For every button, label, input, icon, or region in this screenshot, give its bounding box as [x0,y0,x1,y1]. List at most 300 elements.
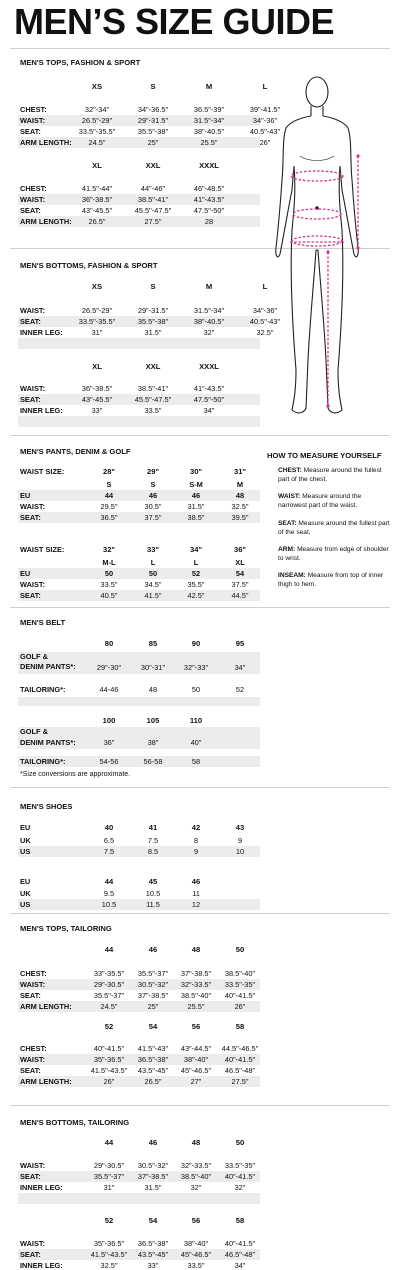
table-header-label: WAIST SIZE: [20,545,65,554]
table-cell: 38"-40.5" [193,317,225,326]
section-title-pants: MEN'S PANTS, DENIM & GOLF [20,447,131,456]
table-cell: 29"-30" [96,663,122,672]
table-cell: 32" [203,328,215,337]
row-label: UK [20,836,31,845]
table-cell: 12 [191,900,201,909]
row-label: SEAT: [20,591,41,600]
table-row [18,1160,260,1171]
row-label: US [20,847,31,856]
howto-item [278,571,390,589]
table-cell: 34"-36" [252,116,278,125]
table-cell: 33" [147,1261,159,1270]
table-cell: 38"-40" [183,1055,209,1064]
table-cell: 26.5"-29" [81,116,113,125]
belt-pants-label: DENIM PANTS*: [20,662,76,671]
table-cell: 34.5" [144,580,162,589]
table-cell: 40"-41.5" [224,1172,256,1181]
table-row [18,1182,260,1193]
table-cell: 46 [191,491,201,500]
table-header-label: EU [20,823,31,832]
table-cell: 54 [235,569,245,578]
belt-pants-label: GOLF & [20,652,48,661]
table-cell: 33"-35.5" [93,969,125,978]
belt-size-header: 110 [189,716,203,725]
howto-item [278,519,390,537]
size-column-header: 58 [235,1216,245,1225]
size-column-header: 30" [189,467,203,476]
table-cell: 36.5"-39" [193,105,225,114]
size-column-header: 28" [102,467,116,476]
table-cell: 11.5 [146,900,160,909]
row-label: INNER LEG: [20,1261,63,1270]
row-label: ARM LENGTH: [20,1077,72,1086]
table-cell: 33.5"-35.5" [78,127,116,136]
howto-item [278,466,390,484]
table-cell: 35.5"-37" [137,969,169,978]
table-cell: 30.5"-32" [137,980,169,989]
size-column-header: 54 [148,1216,158,1225]
table-cell: 31.5" [144,328,162,337]
table-cell: 33.5" [144,406,162,415]
row-label: WAIST: [20,116,46,125]
table-cell: S [106,480,112,489]
table-cell: 26.5" [88,217,106,226]
table-cell: 37"-38.5" [180,969,212,978]
table-cell: 32.5" [100,1261,118,1270]
row-label: SEAT: [20,127,41,136]
table-cell: 11 [192,889,200,898]
table-row [18,205,260,216]
table-cell: 47.5"-50" [193,206,225,215]
row-label: EU [20,569,31,578]
table-cell: 34"-36.5" [137,105,169,114]
table-cell: 32"-33" [183,663,209,672]
table-cell: 44.5" [231,591,249,600]
table-cell: 34" [234,1261,246,1270]
table-row [18,104,281,115]
howto-term: ARM: [278,546,296,553]
size-column-header: 58 [235,1022,245,1031]
table-cell: 41.5" [144,591,162,600]
table-cell: 41"-43.5" [193,195,225,204]
table-cell: 10.5 [101,900,117,909]
table-row [18,590,260,601]
size-column-header: 34" [189,545,203,554]
table-row [18,394,260,405]
size-column-header: 48 [191,945,201,954]
table-cell: L [150,558,156,567]
table-cell: 27" [190,1077,202,1086]
size-column-header: XXXL [199,362,219,371]
table-row [18,579,260,590]
table-cell: 40"-41.5" [224,1239,256,1248]
table-cell: 32" [190,1183,202,1192]
table-cell: 41"-43.5" [193,384,225,393]
table-cell: 34"-36" [252,306,278,315]
table-cell: 10.5 [145,889,161,898]
table-row [18,305,278,316]
howto-title: HOW TO MEASURE YOURSELF [267,451,382,460]
row-label: UK [20,889,31,898]
table-row [18,512,260,523]
size-column-header: 33" [146,545,160,554]
table-row [18,338,260,349]
table-cell: 43"-45.5" [81,206,113,215]
table-cell: 26" [259,138,271,147]
table-cell: 8 [193,836,199,845]
row-label: INNER LEG: [20,1183,63,1192]
table-cell: 34" [203,406,215,415]
table-cell: 25.5" [187,1002,205,1011]
table-cell: 44"-46" [140,184,166,193]
table-cell: 40.5" [100,591,118,600]
row-label: WAIST: [20,580,46,589]
table-cell: 38"-40.5" [193,127,225,136]
table-cell: 35.5" [187,580,205,589]
table-row [18,1260,260,1270]
table-cell: 29.5" [100,502,118,511]
table-cell: 40.5"-43" [249,127,281,136]
size-column-header: 52 [104,1216,114,1225]
size-column-header: 46 [191,877,201,886]
table-cell: 33.5"-35" [224,980,256,989]
belt-footnote: *Size conversions are approximate. [20,771,131,778]
table-cell: 34" [234,663,246,672]
belt-size-header: 90 [191,639,201,648]
table-cell: 50 [148,569,158,578]
belt-size-header: 95 [235,639,245,648]
table-cell: 33.5" [187,1261,205,1270]
table-cell: 8.5 [147,847,159,856]
table-row [18,835,260,846]
table-row [18,557,260,568]
table-cell: 40"-41.5" [224,991,256,1000]
table-cell: 10 [235,847,245,856]
size-column-header: XXL [145,161,161,170]
size-column-header: 36" [233,545,247,554]
size-column-header: XXL [145,362,161,371]
size-column-header: 44 [104,1138,114,1147]
table-cell: 36"-38.5" [81,384,113,393]
table-cell: 37"-38.5" [137,991,169,1000]
table-row [18,1001,260,1012]
table-cell: 42.5" [187,591,205,600]
belt-pants-label: GOLF & [20,727,48,736]
table-cell: 45"-46.5" [180,1250,212,1259]
table-cell: 40.5"-43" [249,317,281,326]
table-cell: 30"-31" [140,663,166,672]
size-column-header: L [262,282,268,291]
row-label: CHEST: [20,1044,47,1053]
table-cell: 43.5"-45" [137,1250,169,1259]
belt-size-header: 80 [104,639,114,648]
size-column-header: M [205,82,213,91]
table-cell: 35.5"-38" [137,127,169,136]
howto-text: Measure around the fullest part of the chest. [278,467,382,483]
table-cell: 25" [147,138,159,147]
table-cell: 46.5"-48" [224,1250,256,1259]
table-cell: 7.5 [147,836,159,845]
table-row [18,1076,260,1087]
table-cell: S [150,480,156,489]
table-cell: 33" [91,406,103,415]
table-cell: 56-58 [143,757,163,766]
table-row [18,1238,260,1249]
table-cell: M-L [102,558,116,567]
table-row [18,990,260,1001]
table-cell: 26.5" [144,1077,162,1086]
table-cell: XL [235,558,245,567]
table-cell: 30.5"-32" [137,1161,169,1170]
howto-item [278,545,390,563]
table-cell: 37.5" [231,580,249,589]
row-label: WAIST: [20,195,46,204]
table-cell: 50 [104,569,114,578]
table-cell: 9 [193,847,199,856]
table-row [18,137,271,148]
body-silhouette-icon [270,70,380,422]
table-row [18,1249,260,1260]
table-cell: 35.5"-38" [137,317,169,326]
table-cell: 38" [147,738,159,747]
table-cell: L [193,558,199,567]
size-column-header: S [150,82,156,91]
table-row [18,888,260,899]
table-cell: 6.5 [103,836,115,845]
size-column-header: L [262,82,268,91]
size-column-header: 56 [191,1022,201,1031]
row-label: ARM LENGTH: [20,217,72,226]
table-cell: 43"-45.5" [81,395,113,404]
table-row [18,405,260,416]
table-cell: 35.5"-37" [93,991,125,1000]
table-cell: 45.5"-47.5" [134,206,172,215]
row-label: WAIST: [20,306,46,315]
table-row [18,416,260,427]
size-column-header: XL [92,362,102,371]
howto-text: Measure around the narrowest part of the waist. [278,493,362,509]
row-label: SEAT: [20,1066,41,1075]
table-cell: 32"-34" [84,105,110,114]
table-cell: 50 [191,685,201,694]
table-cell: M [236,480,244,489]
size-column-header: 40 [104,823,114,832]
table-row [18,1054,260,1065]
row-label: SEAT: [20,206,41,215]
size-column-header: 43 [235,823,245,832]
table-cell: 46.5"-48" [224,1066,256,1075]
size-column-header: 42 [191,823,201,832]
size-column-header: 50 [235,945,245,954]
row-label: CHEST: [20,184,47,193]
table-row [18,490,260,501]
table-cell: 32.5" [231,502,249,511]
size-column-header: 46 [148,945,158,954]
size-column-header: 44 [104,945,114,954]
table-cell: 32" [234,1183,246,1192]
table-cell: 43.5"-45" [137,1066,169,1075]
size-column-header: S [150,282,156,291]
table-cell: 35.5"-37" [93,1172,125,1181]
size-column-header: 56 [191,1216,201,1225]
table-row [18,383,260,394]
table-cell: 41.5"-43.5" [90,1066,128,1075]
howto-text: Measure from top of inner thigh to hem. [278,572,384,588]
table-cell: 44.5"-46.5" [221,1044,259,1053]
belt-tailoring-label: TAILORING*: [20,685,66,694]
table-row [18,126,281,137]
table-cell: 38.5"-41" [137,384,169,393]
table-cell: 39.5" [231,513,249,522]
belt-size-header: 105 [146,716,160,725]
size-column-header: XS [91,82,103,91]
row-label: CHEST: [20,105,47,114]
row-label: CHEST: [20,969,47,978]
row-label: WAIST: [20,384,46,393]
table-cell: 27.5" [144,217,162,226]
size-column-header: M [205,282,213,291]
section-title-belt: MEN'S BELT [20,618,66,627]
table-cell: 31" [103,1183,115,1192]
table-cell: 45"-46.5" [180,1066,212,1075]
table-cell: 33.5"-35" [224,1161,256,1170]
size-column-header: XS [91,282,103,291]
howto-term: INSEAM: [278,572,306,579]
table-cell: 41.5"-43.5" [90,1250,128,1259]
table-cell: 44 [104,491,114,500]
row-label: SEAT: [20,513,41,522]
table-cell: 29"-30.5" [93,1161,125,1170]
table-cell: 36.5"-38" [137,1055,169,1064]
table-cell: 41.5"-44" [81,184,113,193]
table-cell: 47.5"-50" [193,395,225,404]
table-cell: 7.5 [103,847,115,856]
table-cell: 46"-48.5" [193,184,225,193]
table-cell: 36.5"-38" [137,1239,169,1248]
table-cell: 38.5" [187,513,205,522]
table-cell: 9.5 [103,889,115,898]
size-column-header: 44 [104,877,114,886]
table-cell: 52 [235,685,245,694]
row-label: WAIST: [20,502,46,511]
table-cell: 38"-40" [183,1239,209,1248]
table-cell: 44-46 [99,685,119,694]
table-cell: 39"-41.5" [249,105,281,114]
table-cell: 31.5" [144,1183,162,1192]
table-row [18,968,260,979]
size-column-header: 32" [102,545,116,554]
table-row [18,216,260,227]
row-label: SEAT: [20,991,41,1000]
table-cell: 40"-41.5" [93,1044,125,1053]
row-label: WAIST: [20,1239,46,1248]
section-title-bottoms-tailoring: MEN'S BOTTOMS, TAILORING [20,1118,130,1127]
size-column-header: 50 [235,1138,245,1147]
table-cell: 31.5" [187,502,205,511]
row-label: WAIST: [20,1161,46,1170]
row-label: WAIST: [20,980,46,989]
howto-term: WAIST: [278,493,301,500]
size-column-header: XL [92,161,102,170]
divider [10,913,390,914]
size-column-header: 41 [148,823,158,832]
table-header-label: EU [20,877,31,886]
table-row [18,479,260,490]
table-row [18,857,260,868]
row-label: US [20,900,31,909]
row-label: INNER LEG: [20,406,63,415]
table-cell: 24.5" [88,138,106,147]
row-label: SEAT: [20,317,41,326]
size-column-header: 46 [148,1138,158,1147]
table-row [18,1193,260,1204]
table-cell: 48 [235,491,245,500]
table-cell: 32.5" [256,328,274,337]
table-cell: 30.5" [144,502,162,511]
table-cell: 37"-38.5" [137,1172,169,1181]
size-column-header: 31" [233,467,247,476]
row-label: INNER LEG: [20,328,63,337]
page-title: MEN’S SIZE GUIDE [14,1,335,42]
table-cell: 9 [237,836,243,845]
table-cell: 38.5"-40" [224,969,256,978]
row-label: ARM LENGTH: [20,138,72,147]
table-cell: 38.5"-40" [180,991,212,1000]
divider [10,787,390,788]
size-column-header: 45 [148,877,158,886]
section-title-tops-fashion: MEN'S TOPS, FASHION & SPORT [20,58,141,67]
belt-tailoring-label: TAILORING*: [20,757,66,766]
size-column-header: 29" [146,467,160,476]
table-cell: 43"-44.5" [180,1044,212,1053]
table-cell: 37.5" [144,513,162,522]
howto-term: CHEST: [278,467,302,474]
size-column-header: 48 [191,1138,201,1147]
table-cell: 54-56 [99,757,119,766]
table-cell: 45.5"-47.5" [134,395,172,404]
table-row [18,501,260,512]
table-cell: 24.5" [100,1002,118,1011]
table-header-label: WAIST SIZE: [20,467,65,476]
belt-size-header: 85 [148,639,158,648]
table-cell: 29"-30.5" [93,980,125,989]
table-cell: 26.5"-29" [81,306,113,315]
table-row [18,899,260,910]
table-cell: 29"-31.5" [137,306,169,315]
table-cell: 31.5"-34" [193,306,225,315]
table-cell: 52 [191,569,201,578]
table-cell: 36.5" [100,513,118,522]
table-cell: 33.5"-35.5" [78,317,116,326]
table-cell: 38.5"-40" [180,1172,212,1181]
table-row [18,115,278,126]
row-label: ARM LENGTH: [20,1002,72,1011]
howto-text: Measure around the fullest part of the seat. [278,520,390,536]
table-cell: 36"-38.5" [81,195,113,204]
table-row [18,979,260,990]
table-row [18,568,260,579]
divider [10,607,390,608]
table-cell: 38.5"-41" [137,195,169,204]
table-cell: 40"-41.5" [224,1055,256,1064]
table-cell: 27.5" [231,1077,249,1086]
divider [10,435,390,436]
table-row [18,194,260,205]
size-column-header: 54 [148,1022,158,1031]
table-cell: 32"-33.5" [180,980,212,989]
table-cell: 29"-31.5" [137,116,169,125]
table-cell: 58 [191,757,201,766]
